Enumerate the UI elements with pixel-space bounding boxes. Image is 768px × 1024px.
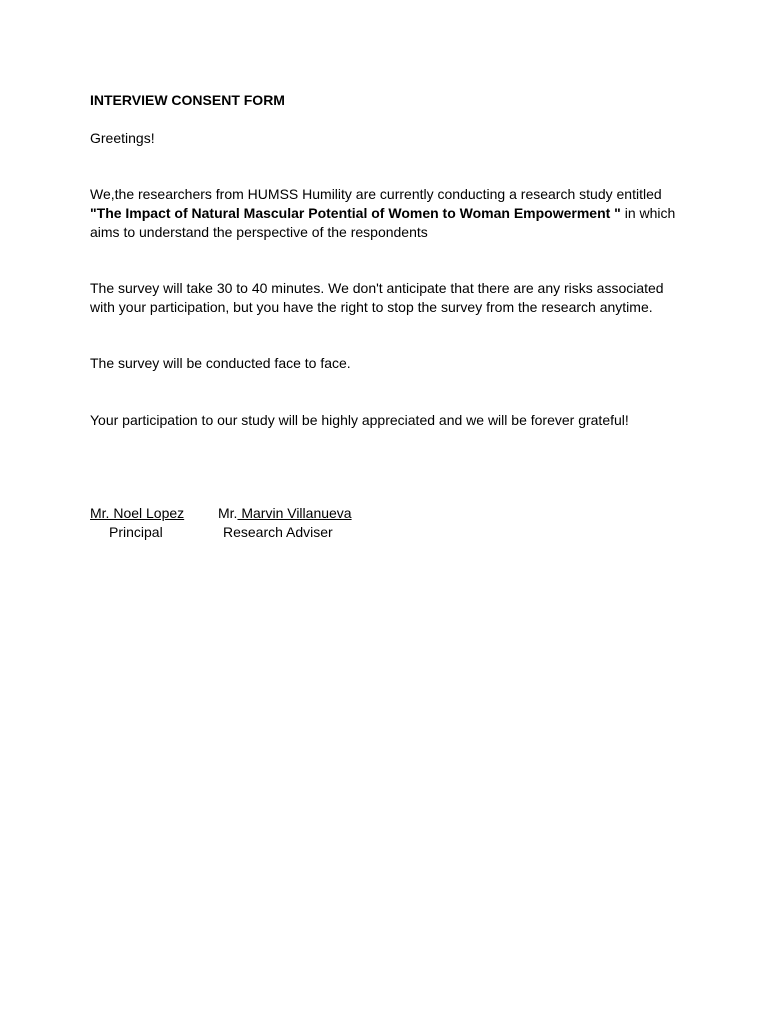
document-title: INTERVIEW CONSENT FORM bbox=[90, 92, 285, 108]
survey-line-1: The survey will take 30 to 40 minutes. We don't anticipate that there are any risks associated bbox=[90, 280, 664, 296]
adviser-name: Marvin Villanueva bbox=[237, 505, 352, 521]
survey-duration-paragraph bbox=[90, 279, 690, 317]
conduct-paragraph: The survey will be conducted face to face. bbox=[90, 355, 351, 371]
adviser-signature bbox=[218, 504, 352, 523]
adviser-role: Research Adviser bbox=[223, 524, 333, 540]
survey-line-2: with your participation, but you have the right to stop the survey from the research anytime. bbox=[90, 299, 653, 315]
signature-block bbox=[90, 504, 690, 544]
intro-line-2 bbox=[90, 204, 690, 223]
adviser-prefix: Mr. bbox=[218, 505, 238, 521]
principal-role: Principal bbox=[109, 524, 163, 540]
greeting-text: Greetings! bbox=[90, 130, 155, 146]
principal-signature bbox=[90, 504, 184, 523]
intro-paragraph bbox=[90, 185, 690, 242]
study-title: "The Impact of Natural Mascular Potential of Women to Woman Empowerment " bbox=[90, 205, 621, 221]
intro-tail-1: in which bbox=[620, 205, 676, 221]
intro-line-3: aims to understand the perspective of the respondents bbox=[90, 224, 428, 240]
closing-paragraph: Your participation to our study will be highly appreciated and we will be forever grateful! bbox=[90, 412, 629, 428]
consent-form-document bbox=[90, 91, 690, 544]
principal-name: Mr. Noel Lopez bbox=[90, 505, 185, 521]
intro-line-1: We,the researchers from HUMSS Humility are currently conducting a research study entitled bbox=[90, 186, 662, 202]
